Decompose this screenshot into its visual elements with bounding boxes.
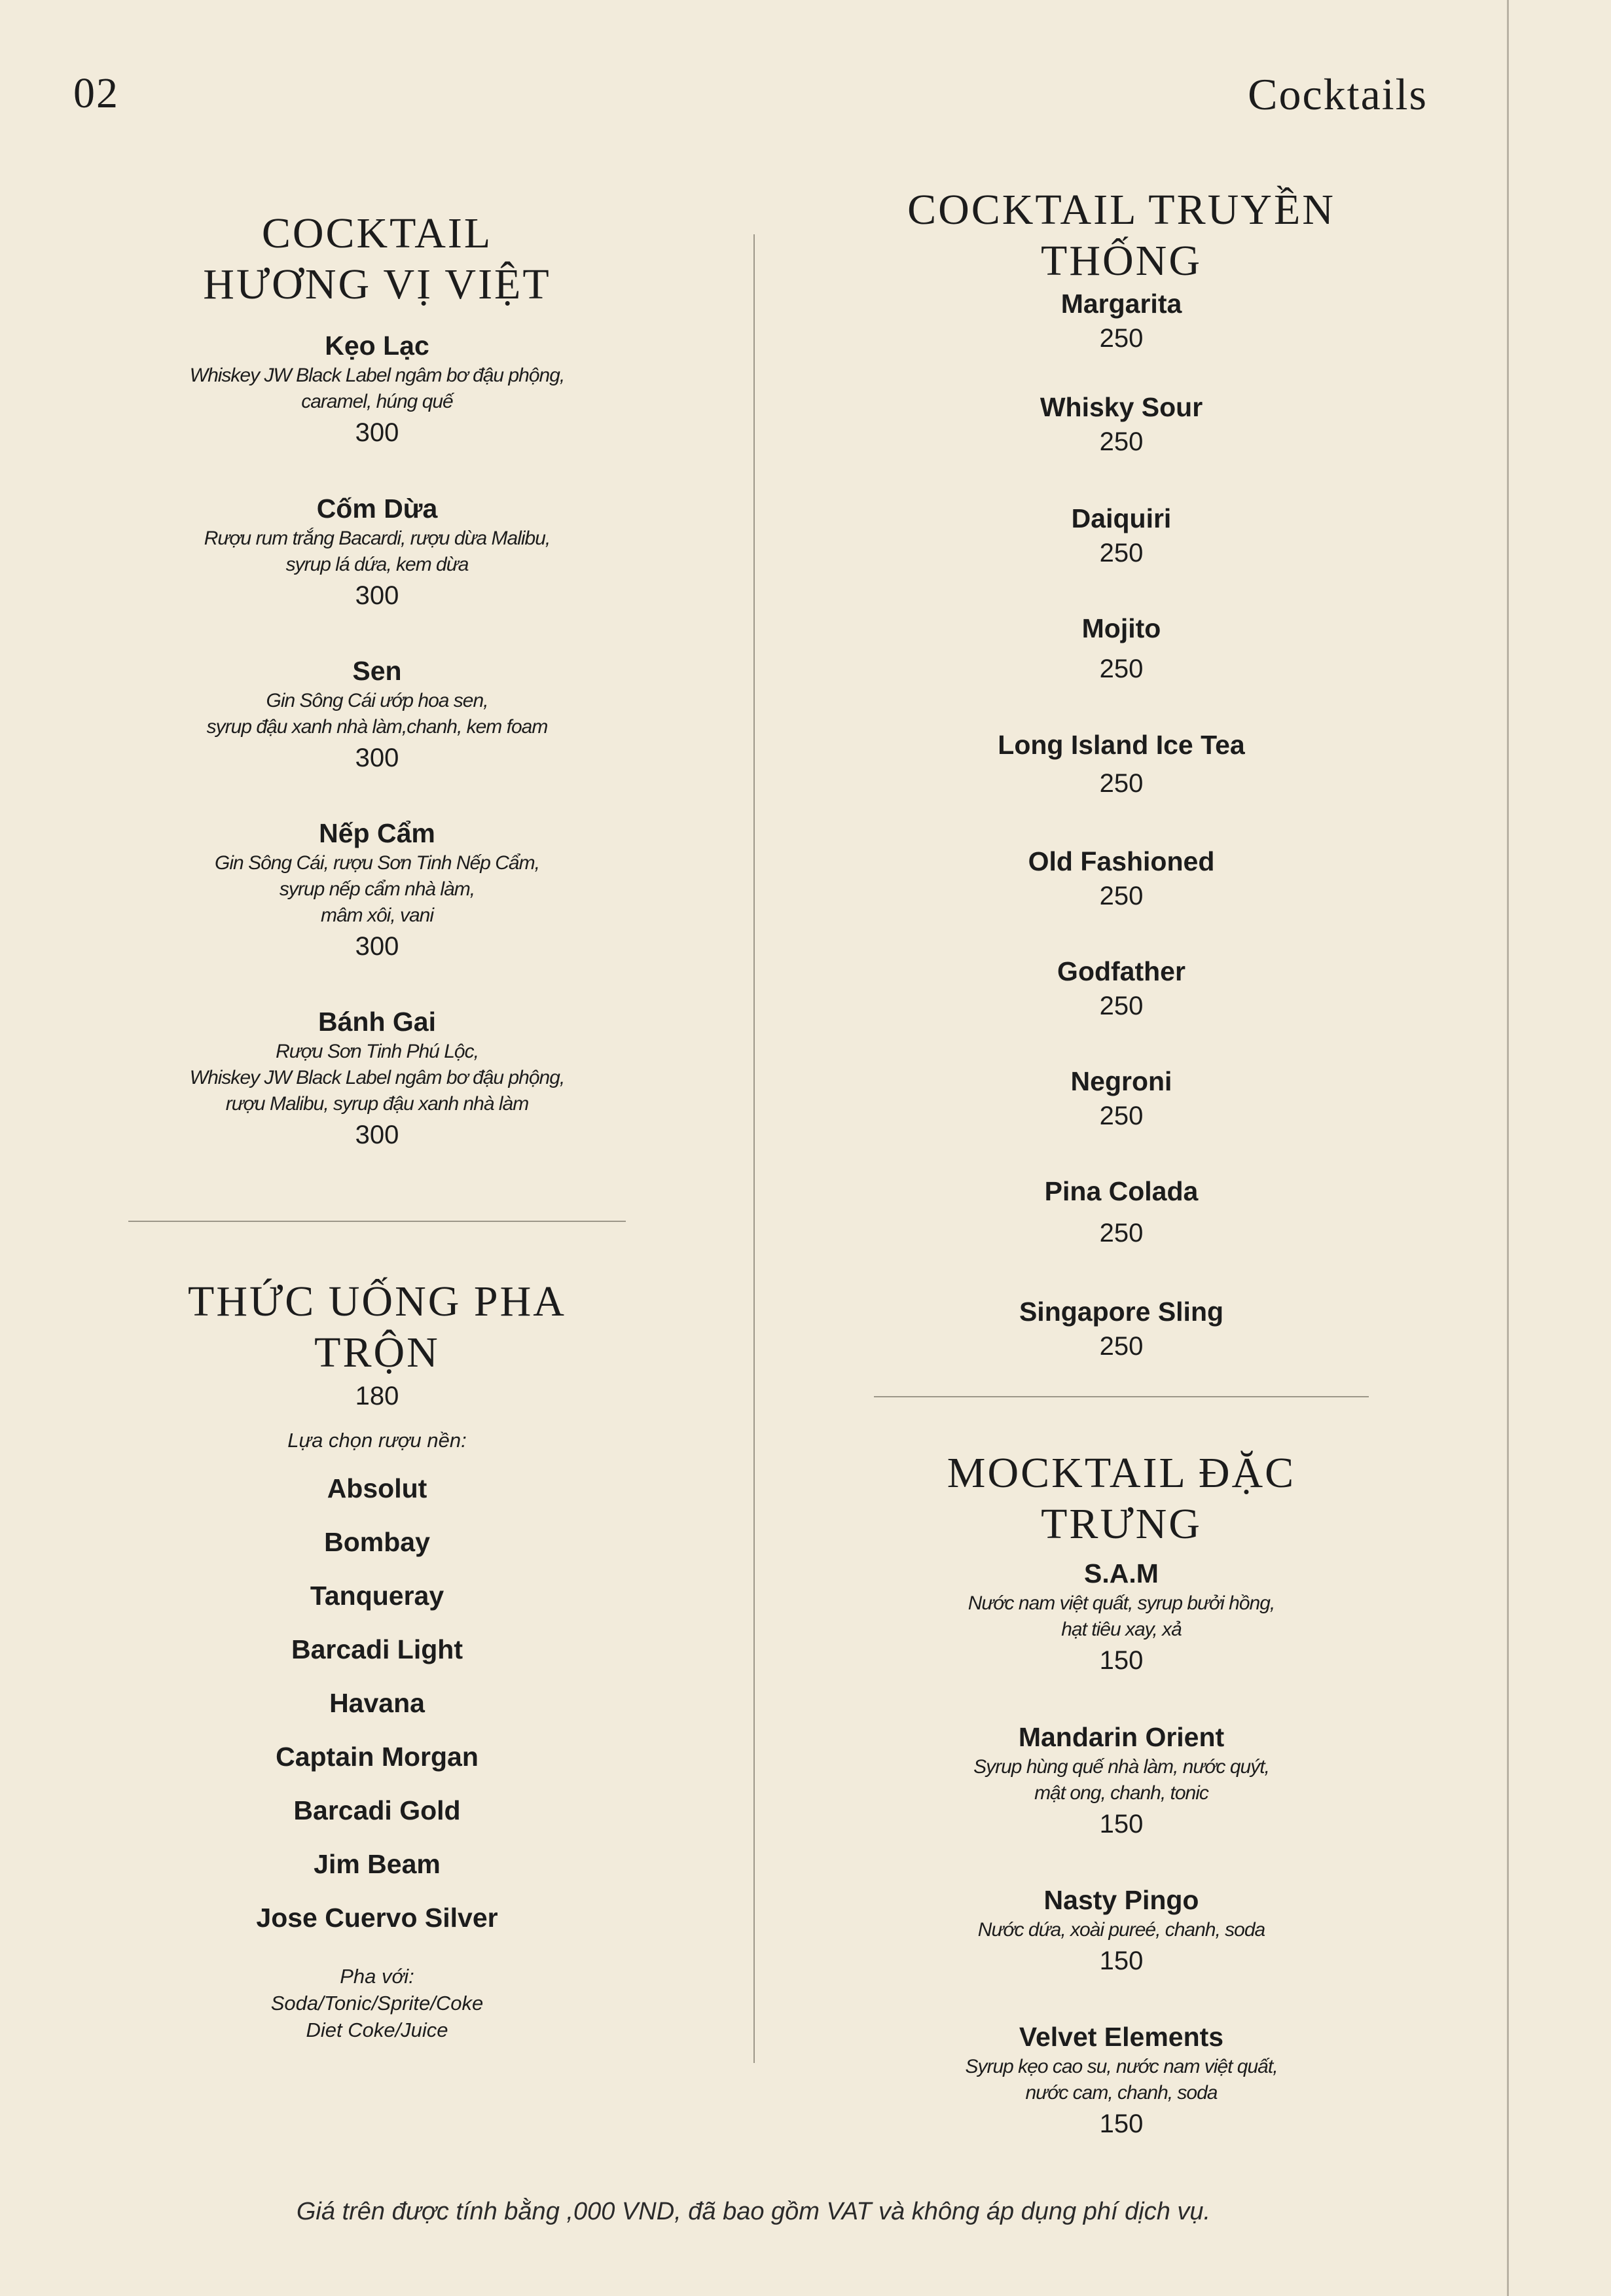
menu-item (874, 728, 1369, 844)
item-price: 150 (1099, 1646, 1144, 1675)
menu-item (128, 492, 626, 654)
menu-item (874, 1174, 1369, 1295)
item-description: Rượu Sơn Tinh Phú Lộc, Whiskey JW Black Label ngâm bơ đậu phộng, rượu Malibu, syrup đậu xanh nhà làm (189, 1041, 565, 1115)
menu-item (874, 1720, 1369, 1883)
base-spirit: Bombay (324, 1527, 430, 1557)
item-description: Nước dứa, xoài pureé, chanh, soda (977, 1919, 1265, 1941)
menu-item (874, 844, 1369, 954)
item-price: 250 (1099, 1219, 1144, 1247)
menu-item (874, 1883, 1369, 2020)
item-name: Nếp Cẩm (319, 818, 435, 848)
mocktail-section (874, 1448, 1369, 2142)
menu-item (874, 390, 1369, 501)
menu-item (874, 1064, 1369, 1174)
base-spirit: Captain Morgan (276, 1742, 479, 1772)
item-price: 300 (355, 581, 399, 610)
viet-cocktail-section (128, 208, 626, 1153)
item-price: 250 (1099, 1332, 1144, 1361)
item-price: 300 (355, 932, 399, 961)
item-name: Whisky Sour (1040, 392, 1203, 422)
page-number: 02 (73, 69, 119, 117)
base-spirit: Barcadi Gold (293, 1795, 461, 1825)
item-name: Godfather (1057, 956, 1186, 986)
menu-item (874, 954, 1369, 1064)
page-title: Cocktails (1248, 69, 1428, 119)
base-spirit-label: Lựa chọn rượu nền: (287, 1429, 467, 1452)
classic-cocktail-section (874, 185, 1369, 1364)
menu-item (874, 501, 1369, 611)
mixed-price: 180 (355, 1382, 399, 1410)
item-price: 250 (1099, 539, 1144, 567)
viet-title-line2: HƯƠNG VỊ VIỆT (203, 260, 551, 308)
base-spirit: Havana (329, 1688, 425, 1718)
mixer-note: Pha với: Soda/Tonic/Sprite/Coke Diet Coke/Juice (270, 1965, 484, 2041)
menu-item (128, 816, 626, 1005)
item-name: Mandarin Orient (1018, 1722, 1225, 1752)
menu-item (874, 287, 1369, 390)
item-name: Old Fashioned (1028, 846, 1215, 876)
item-name: Daiquiri (1071, 503, 1172, 533)
item-description: Gin Sông Cái, rượu Sơn Tinh Nếp Cẩm, syrup nếp cẩm nhà làm, mâm xôi, vani (215, 852, 539, 926)
item-price: 300 (355, 744, 399, 772)
item-price: 250 (1099, 1102, 1144, 1130)
base-spirit: Jose Cuervo Silver (256, 1903, 498, 1933)
mocktail-title: MOCKTAIL ĐẶC TRƯNG (947, 1449, 1296, 1548)
item-description: Rượu rum trắng Bacardi, rượu dừa Malibu, syrup lá dứa, kem dừa (204, 528, 551, 575)
item-price: 250 (1099, 427, 1144, 456)
menu-item (128, 1005, 626, 1153)
item-name: Sen (352, 656, 402, 686)
item-price: 150 (1099, 2109, 1144, 2138)
item-price: 250 (1099, 992, 1144, 1020)
price-footnote: Giá trên được tính bằng ,000 VND, đã bao gồm VAT và không áp dụng phí dịch vụ. (296, 2198, 1211, 2225)
mixed-drinks-section (128, 1276, 626, 2043)
item-name: Cốm Dừa (316, 493, 438, 524)
item-name: Pina Colada (1044, 1176, 1199, 1206)
item-price: 150 (1099, 1810, 1144, 1839)
viet-title (128, 208, 626, 310)
viet-title-line1: COCKTAIL (261, 209, 493, 257)
item-price: 250 (1099, 655, 1144, 683)
classic-title: COCKTAIL TRUYỀN THỐNG (907, 186, 1335, 285)
item-description: Syrup hùng quế nhà làm, nước quýt, mật ong, chanh, tonic (973, 1756, 1269, 1804)
item-description: Whiskey JW Black Label ngâm bơ đậu phộng, caramel, húng quế (189, 365, 565, 412)
menu-item (874, 1295, 1369, 1364)
section-divider (874, 1396, 1369, 1397)
item-description: Syrup kẹo cao su, nước nam việt quất, nước cam, chanh, soda (965, 2056, 1278, 2104)
menu-item (128, 654, 626, 816)
item-price: 250 (1099, 769, 1144, 798)
item-name: Kẹo Lạc (325, 331, 429, 361)
item-name: Negroni (1070, 1066, 1172, 1096)
item-name: Bánh Gai (318, 1007, 436, 1037)
menu-item (128, 329, 626, 492)
item-name: Velvet Elements (1019, 2022, 1224, 2052)
section-divider (128, 1221, 626, 1222)
item-description: Gin Sông Cái ướp hoa sen, syrup đậu xanh nhà làm,chanh, kem foam (206, 690, 548, 738)
item-price: 150 (1099, 1946, 1144, 1975)
base-spirit: Jim Beam (314, 1849, 441, 1879)
page-edge (1507, 0, 1611, 2296)
item-name: Singapore Sling (1019, 1297, 1224, 1327)
mixed-title: THỨC UỐNG PHA TRỘN (188, 1278, 566, 1376)
item-name: Margarita (1060, 289, 1182, 319)
item-name: Mojito (1081, 613, 1161, 643)
base-spirit: Barcadi Light (291, 1634, 463, 1664)
base-spirit: Absolut (327, 1473, 427, 1503)
item-price: 250 (1099, 324, 1144, 353)
menu-item (874, 2020, 1369, 2142)
item-price: 250 (1099, 882, 1144, 910)
item-name: S.A.M (1084, 1558, 1159, 1588)
menu-item (874, 611, 1369, 728)
base-spirit: Tanqueray (310, 1581, 444, 1611)
item-name: Nasty Pingo (1043, 1885, 1199, 1915)
item-name: Long Island Ice Tea (998, 730, 1245, 760)
item-price: 300 (355, 1121, 399, 1149)
item-price: 300 (355, 418, 399, 447)
item-description: Nước nam việt quất, syrup bưởi hồng, hạt tiêu xay, xả (968, 1592, 1275, 1640)
menu-item (874, 1556, 1369, 1720)
column-divider (753, 234, 755, 2063)
